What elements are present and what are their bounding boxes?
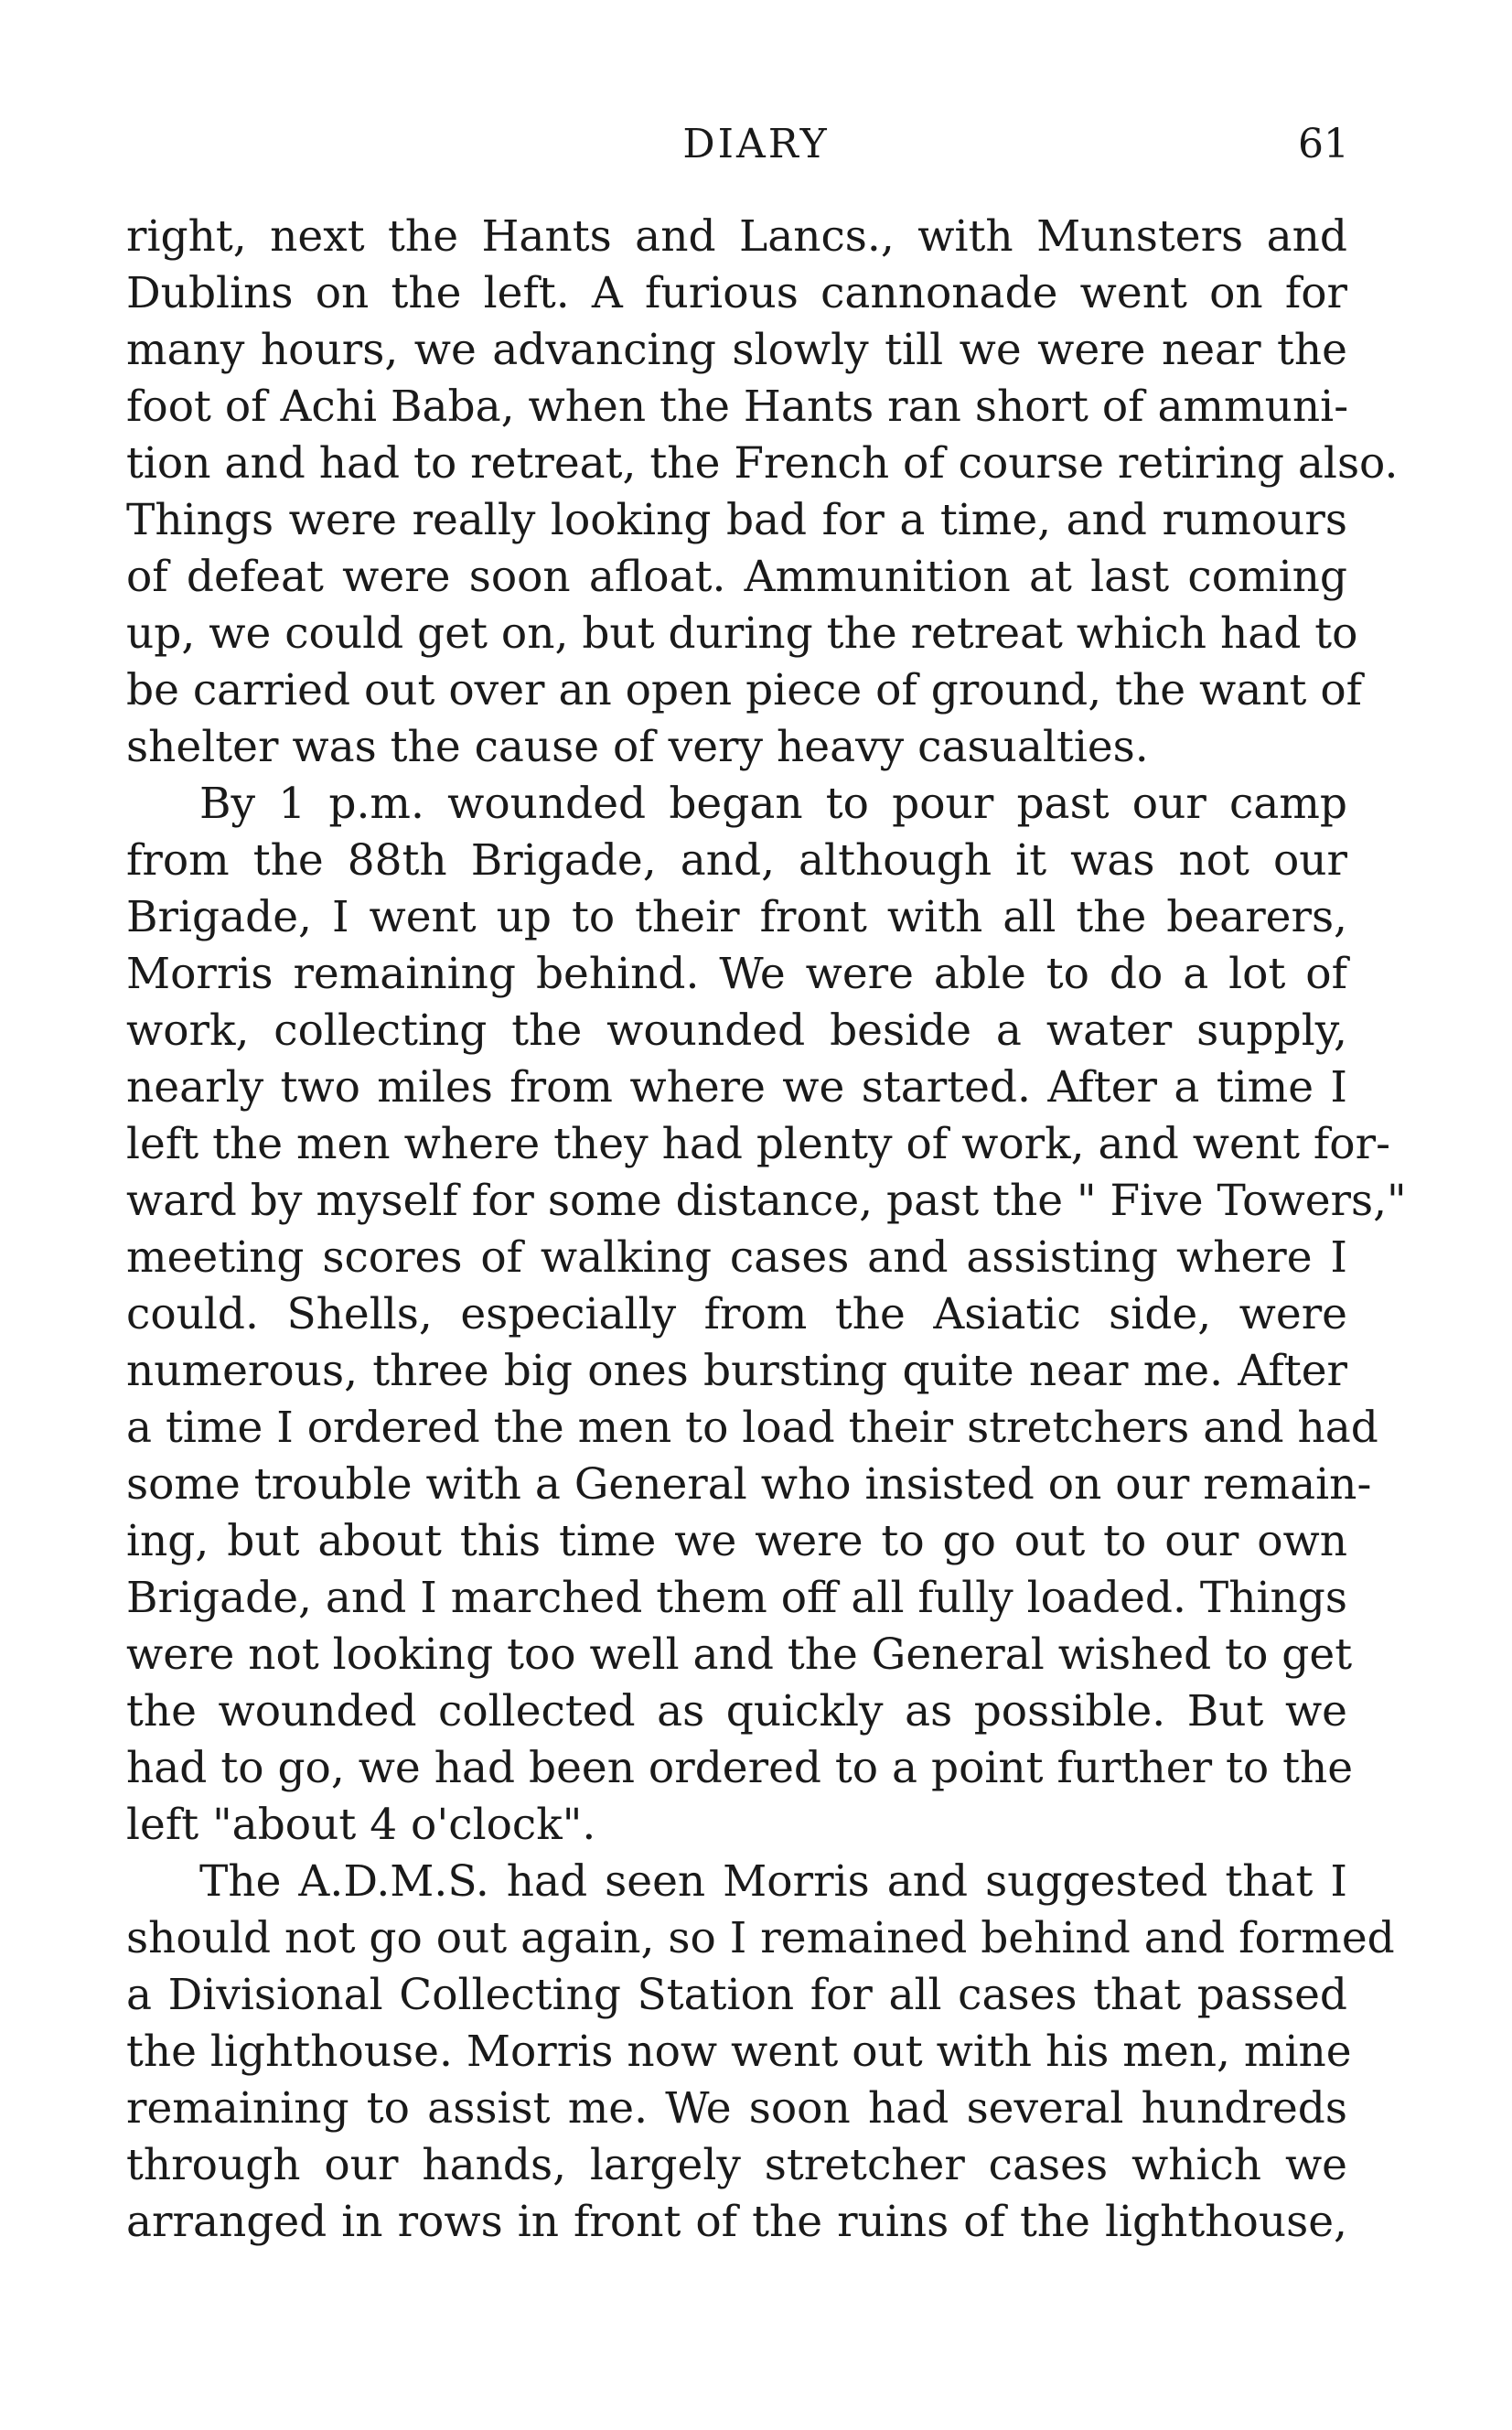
text-line: a time I ordered the men to load their stretchers and had (126, 1403, 1378, 1453)
text-line: should not go out again, so I remained behind and formed (126, 1913, 1395, 1963)
page-header (0, 117, 1512, 172)
text-line: left the men where they had plenty of work, and went for- (126, 1119, 1390, 1169)
paragraph-2 (126, 776, 1407, 1854)
text-line: the lighthouse. Morris now went out with his men, mine (126, 2027, 1352, 2077)
running-head: DIARY (682, 121, 830, 167)
paragraph-1 (126, 209, 1399, 776)
text-line: Brigade, I went up to their front with all the bearers, (126, 892, 1347, 942)
text-line: remaining to assist me. We soon had several hundreds (126, 2083, 1347, 2134)
text-line: were not looking too well and the General wished to get (126, 1629, 1353, 1680)
page-number: 61 (1298, 121, 1349, 167)
text-line: a Divisional Collecting Station for all cases that passed (126, 1970, 1347, 2020)
text-line: work, collecting the wounded beside a water supply, (126, 1005, 1347, 1056)
text-line: shelter was the cause of very heavy casualties. (126, 722, 1149, 772)
text-line: of defeat were soon afloat. Ammunition at last coming (126, 552, 1347, 602)
text-line: ward by myself for some distance, past the " Five Towers," (126, 1176, 1407, 1226)
text-line: some trouble with a General who insisted on our remain- (126, 1459, 1372, 1510)
text-line: tion and had to retreat, the French of course retiring also. (126, 438, 1399, 489)
text-line: Morris remaining behind. We were able to do a lot of (126, 949, 1347, 999)
text-line: up, we could get on, but during the retreat which had to (126, 608, 1358, 659)
text-line: had to go, we had been ordered to a point further to the (126, 1743, 1354, 1793)
text-line: from the 88th Brigade, and, although it was not our (126, 835, 1347, 886)
text-line: be carried out over an open piece of ground, the want of (126, 665, 1363, 715)
text-line: The A.D.M.S. had seen Morris and suggested that I (199, 1856, 1347, 1907)
text-line: left "about 4 o'clock". (126, 1800, 596, 1850)
text-line: Things were really looking bad for a time, and rumours (126, 495, 1347, 545)
paragraph-3 (126, 1854, 1395, 2251)
text-line: Brigade, and I marched them off all fully loaded. Things (126, 1573, 1347, 1623)
text-line: numerous, three big ones bursting quite near me. After (126, 1346, 1347, 1396)
text-line: nearly two miles from where we started. After a time I (126, 1062, 1347, 1113)
text-line: right, next the Hants and Lancs., with Munsters and (126, 211, 1347, 262)
text-line: ing, but about this time we were to go out to our own (126, 1516, 1347, 1566)
body-text (126, 209, 1407, 2251)
text-line: the wounded collected as quickly as possible. But we (126, 1686, 1347, 1736)
text-line: meeting scores of walking cases and assisting where I (126, 1232, 1347, 1283)
text-line: through our hands, largely stretcher cases which we (126, 2140, 1347, 2190)
text-line: foot of Achi Baba, when the Hants ran short of ammuni- (126, 382, 1349, 432)
text-line: could. Shells, especially from the Asiatic side, were (126, 1289, 1347, 1339)
text-line: many hours, we advancing slowly till we were near the (126, 325, 1347, 375)
text-line: By 1 p.m. wounded began to pour past our camp (199, 779, 1347, 829)
text-line: arranged in rows in front of the ruins of the lighthouse, (126, 2197, 1347, 2247)
text-line: Dublins on the left. A furious cannonade went on for (126, 268, 1347, 318)
